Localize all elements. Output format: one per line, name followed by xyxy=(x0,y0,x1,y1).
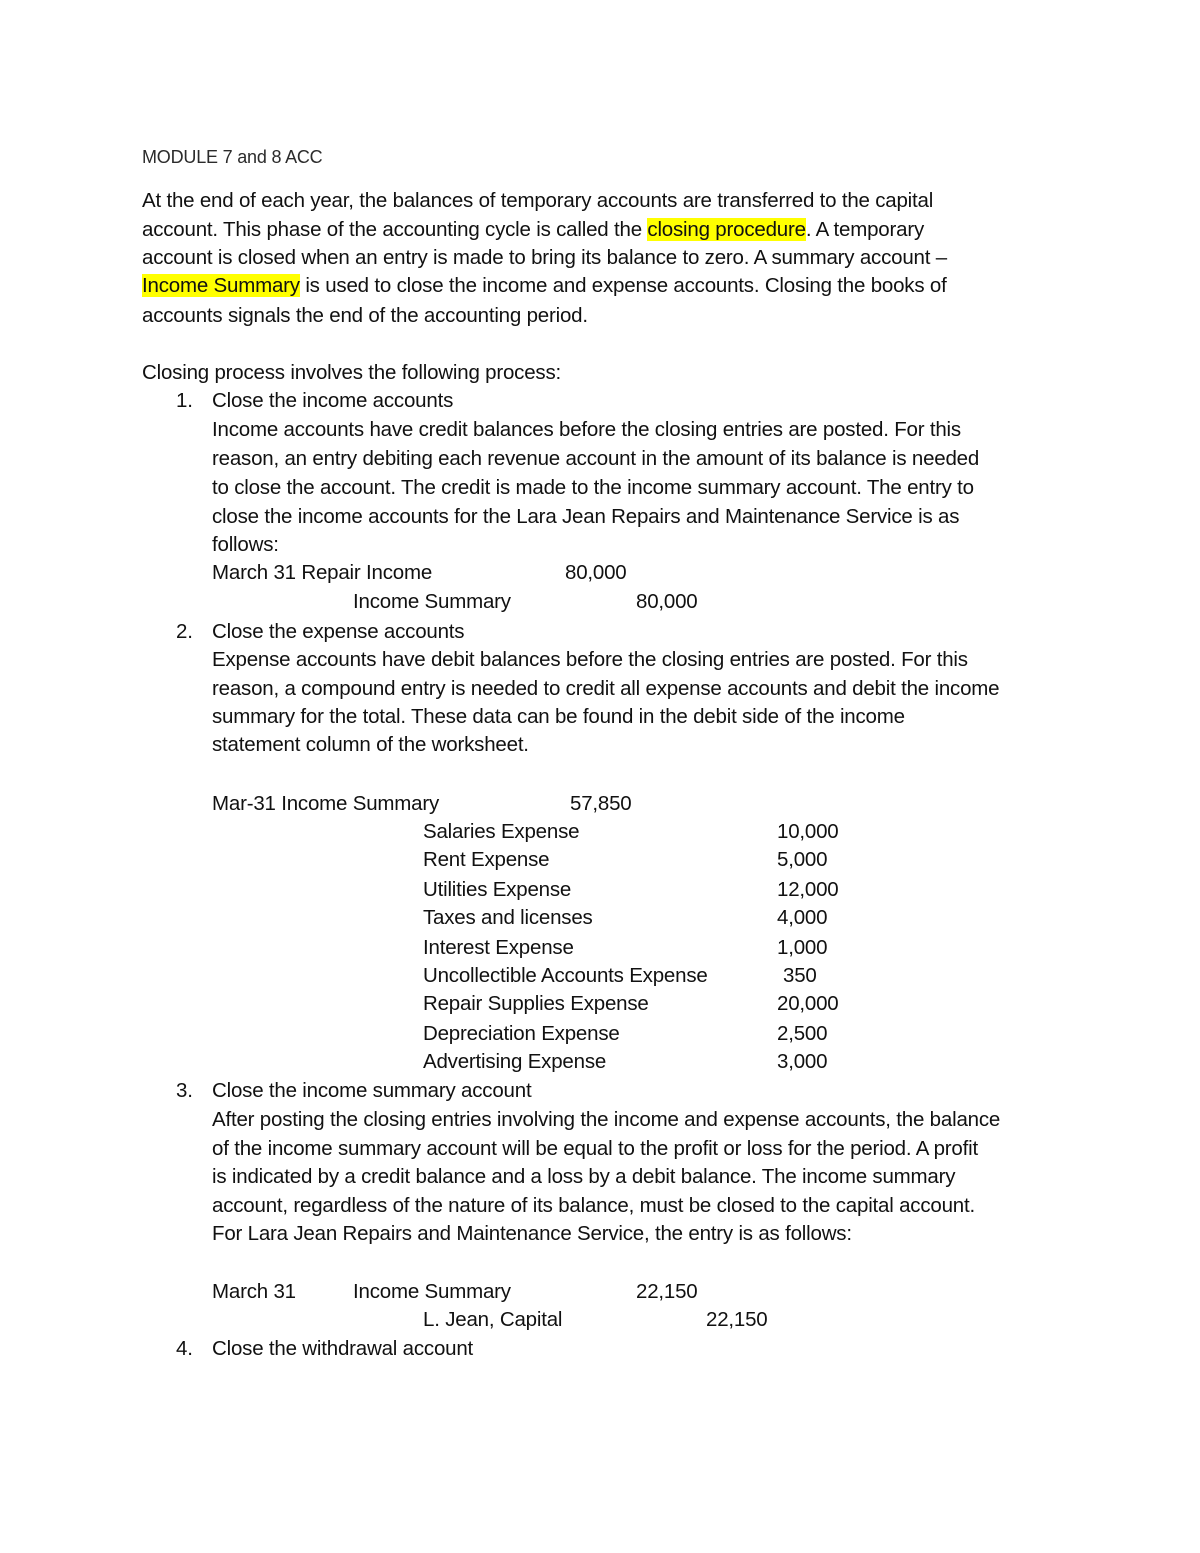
step-4-heading: Close the withdrawal account xyxy=(212,1337,474,1360)
intro-line-4-tail: is used to close the income and expense accounts. Closing the books of xyxy=(299,274,947,297)
step-3-entry-date: March 31 xyxy=(212,1280,296,1303)
intro-line-2 xyxy=(142,216,924,244)
step-1-entry-debit-amount: 80,000 xyxy=(565,561,627,584)
step-3-line: of the income summary account will be equal to the profit or loss for the period. A profit xyxy=(212,1137,978,1160)
credit-account: Utilities Expense xyxy=(423,878,572,901)
step-2-entry-debit-amount: 57,850 xyxy=(570,792,632,815)
step-1-line: to close the account. The credit is made to the income summary account. The entry to xyxy=(212,476,974,499)
credit-amount: 1,000 xyxy=(777,936,828,959)
step-2-line: statement column of the worksheet. xyxy=(212,733,529,756)
intro-line-3: account is closed when an entry is made to bring its balance to zero. A summary account – xyxy=(142,246,947,269)
credit-account: Salaries Expense xyxy=(423,820,580,843)
credit-account: Rent Expense xyxy=(423,848,550,871)
intro-line-5: accounts signals the end of the accounting period. xyxy=(142,304,588,327)
step-1-line: close the income accounts for the Lara Jean Repairs and Maintenance Service is as xyxy=(212,505,960,528)
step-3-line: After posting the closing entries involving the income and expense accounts, the balance xyxy=(212,1108,1001,1131)
credit-account: Advertising Expense xyxy=(423,1050,607,1073)
step-1-entry-credit-amount: 80,000 xyxy=(636,590,698,613)
step-2-number: 2. xyxy=(176,620,193,643)
step-3-entry-credit-label: L. Jean, Capital xyxy=(423,1308,563,1331)
highlight-closing-procedure: closing procedure xyxy=(647,218,806,241)
step-4-number: 4. xyxy=(176,1337,193,1360)
step-2-line: summary for the total. These data can be found in the debit side of the income xyxy=(212,705,905,728)
intro-line-2-text: account. This phase of the accounting cycle is called the xyxy=(142,218,648,241)
credit-amount: 2,500 xyxy=(777,1022,828,1045)
step-1-heading: Close the income accounts xyxy=(212,389,454,412)
credit-amount: 20,000 xyxy=(777,992,839,1015)
credit-amount: 5,000 xyxy=(777,848,828,871)
step-3-line: account, regardless of the nature of its balance, must be closed to the capital account. xyxy=(212,1194,976,1217)
step-3-entry-debit-amount: 22,150 xyxy=(636,1280,698,1303)
step-2-entry-debit-label: Mar-31 Income Summary xyxy=(212,792,440,815)
credit-account: Interest Expense xyxy=(423,936,574,959)
step-1-line: follows: xyxy=(212,533,279,556)
credit-account: Repair Supplies Expense xyxy=(423,992,649,1015)
process-intro: Closing process involves the following process: xyxy=(142,361,562,384)
step-1-line: Income accounts have credit balances before the closing entries are posted. For this xyxy=(212,418,961,441)
page-title: MODULE 7 and 8 ACC xyxy=(142,147,323,167)
credit-account: Uncollectible Accounts Expense xyxy=(423,964,708,987)
credit-amount: 10,000 xyxy=(777,820,839,843)
step-3-heading: Close the income summary account xyxy=(212,1079,532,1102)
step-1-number: 1. xyxy=(176,389,193,412)
intro-line-2-tail: . A temporary xyxy=(805,218,924,241)
step-1-entry-debit-label: March 31 Repair Income xyxy=(212,561,433,584)
step-2-line: reason, a compound entry is needed to credit all expense accounts and debit the income xyxy=(212,677,1000,700)
step-1-line: reason, an entry debiting each revenue account in the amount of its balance is needed xyxy=(212,447,980,470)
credit-amount: 3,000 xyxy=(777,1050,828,1073)
credit-account: Depreciation Expense xyxy=(423,1022,620,1045)
step-3-line: is indicated by a credit balance and a loss by a debit balance. The income summary xyxy=(212,1165,956,1188)
step-1-entry-credit-label: Income Summary xyxy=(353,590,511,613)
step-3-entry-credit-amount: 22,150 xyxy=(706,1308,768,1331)
highlight-income-summary: Income Summary xyxy=(142,274,300,297)
intro-line-1: At the end of each year, the balances of temporary accounts are transferred to the capital xyxy=(142,189,934,212)
step-3-number: 3. xyxy=(176,1079,193,1102)
intro-line-4 xyxy=(142,272,947,300)
step-3-entry-debit-label: Income Summary xyxy=(353,1280,511,1303)
step-2-line: Expense accounts have debit balances before the closing entries are posted. For this xyxy=(212,648,968,671)
step-2-heading: Close the expense accounts xyxy=(212,620,465,643)
credit-amount: 12,000 xyxy=(777,878,839,901)
credit-account: Taxes and licenses xyxy=(423,906,593,929)
step-3-line: For Lara Jean Repairs and Maintenance Service, the entry is as follows: xyxy=(212,1222,852,1245)
credit-amount: 4,000 xyxy=(777,906,828,929)
credit-amount: 350 xyxy=(783,964,817,987)
